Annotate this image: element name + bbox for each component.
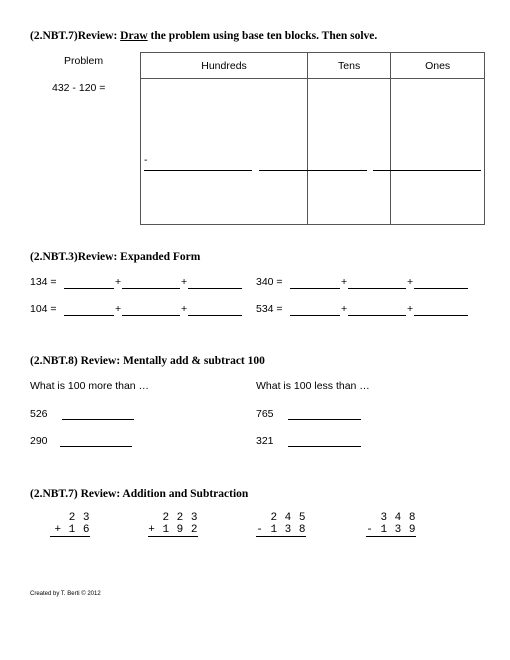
- problem-card: [50, 512, 90, 537]
- plus-sign: +: [341, 276, 348, 288]
- answer-blank[interactable]: [288, 446, 361, 447]
- expanded-label-104: 104 =: [30, 303, 57, 315]
- expanded-blank[interactable]: [414, 315, 468, 316]
- section2-title: (2.NBT.3)Review: Expanded Form: [30, 251, 201, 263]
- plus-sign: +: [407, 303, 414, 315]
- expanded-blank[interactable]: [348, 288, 406, 289]
- problem-header: Problem: [64, 55, 104, 67]
- plus-sign: +: [115, 276, 122, 288]
- section4-title: (2.NBT.7) Review: Addition and Subtraction: [30, 488, 249, 500]
- answer-blank[interactable]: [288, 419, 361, 420]
- expanded-blank[interactable]: [122, 315, 180, 316]
- expanded-label-134: 134 =: [30, 276, 57, 288]
- less-than-number: 765: [256, 408, 274, 420]
- answer-blank[interactable]: [62, 419, 134, 420]
- expanded-blank[interactable]: [414, 288, 468, 289]
- bottom-number: + 1 9 2: [148, 524, 198, 536]
- ones-answer-line[interactable]: [373, 170, 481, 171]
- base-ten-table: [140, 52, 485, 225]
- plus-sign: +: [115, 303, 122, 315]
- tens-answer-line[interactable]: [259, 170, 367, 171]
- less-than-number: 321: [256, 435, 274, 447]
- expanded-blank[interactable]: [188, 315, 242, 316]
- expanded-blank[interactable]: [122, 288, 180, 289]
- bottom-number: - 1 3 8: [256, 524, 306, 536]
- column-hundreds: Hundreds: [141, 53, 308, 79]
- hundreds-work-cell[interactable]: [141, 79, 308, 225]
- expanded-blank[interactable]: [64, 315, 114, 316]
- answer-blank[interactable]: [60, 446, 132, 447]
- footer-credit: Created by T. Berti © 2012: [30, 591, 101, 597]
- column-tens: Tens: [308, 53, 391, 79]
- top-number: 3 4 8: [380, 512, 416, 524]
- top-number: 2 3: [68, 512, 90, 524]
- bottom-number: - 1 3 9: [366, 524, 416, 536]
- expanded-blank[interactable]: [64, 288, 114, 289]
- top-number: 2 4 5: [270, 512, 306, 524]
- more-than-prompt: What is 100 more than …: [30, 380, 150, 392]
- bottom-number: + 1 6: [50, 524, 90, 537]
- problem-card: [366, 512, 416, 537]
- plus-sign: +: [181, 276, 188, 288]
- plus-sign: +: [181, 303, 188, 315]
- more-than-number: 290: [30, 435, 48, 447]
- expanded-blank[interactable]: [290, 315, 340, 316]
- top-number: 2 2 3: [162, 512, 198, 524]
- expanded-blank[interactable]: [290, 288, 340, 289]
- column-ones: Ones: [391, 53, 485, 79]
- problem-card: [148, 512, 198, 537]
- expanded-blank[interactable]: [348, 315, 406, 316]
- minus-sign: -: [144, 154, 148, 166]
- section3-title: (2.NBT.8) Review: Mentally add & subtract 100: [30, 355, 265, 367]
- less-than-prompt: What is 100 less than …: [256, 380, 370, 392]
- expanded-blank[interactable]: [188, 288, 242, 289]
- problem-card: [256, 512, 306, 537]
- hundreds-answer-line[interactable]: [144, 170, 252, 171]
- ones-work-cell[interactable]: [391, 79, 485, 225]
- plus-sign: +: [341, 303, 348, 315]
- expanded-label-340: 340 =: [256, 276, 283, 288]
- section1-title: (2.NBT.7)Review: Draw the problem using base ten blocks. Then solve.: [30, 30, 378, 42]
- tens-work-cell[interactable]: [308, 79, 391, 225]
- plus-sign: +: [407, 276, 414, 288]
- more-than-number: 526: [30, 408, 48, 420]
- problem-expression: 432 - 120 =: [52, 82, 106, 94]
- expanded-label-534: 534 =: [256, 303, 283, 315]
